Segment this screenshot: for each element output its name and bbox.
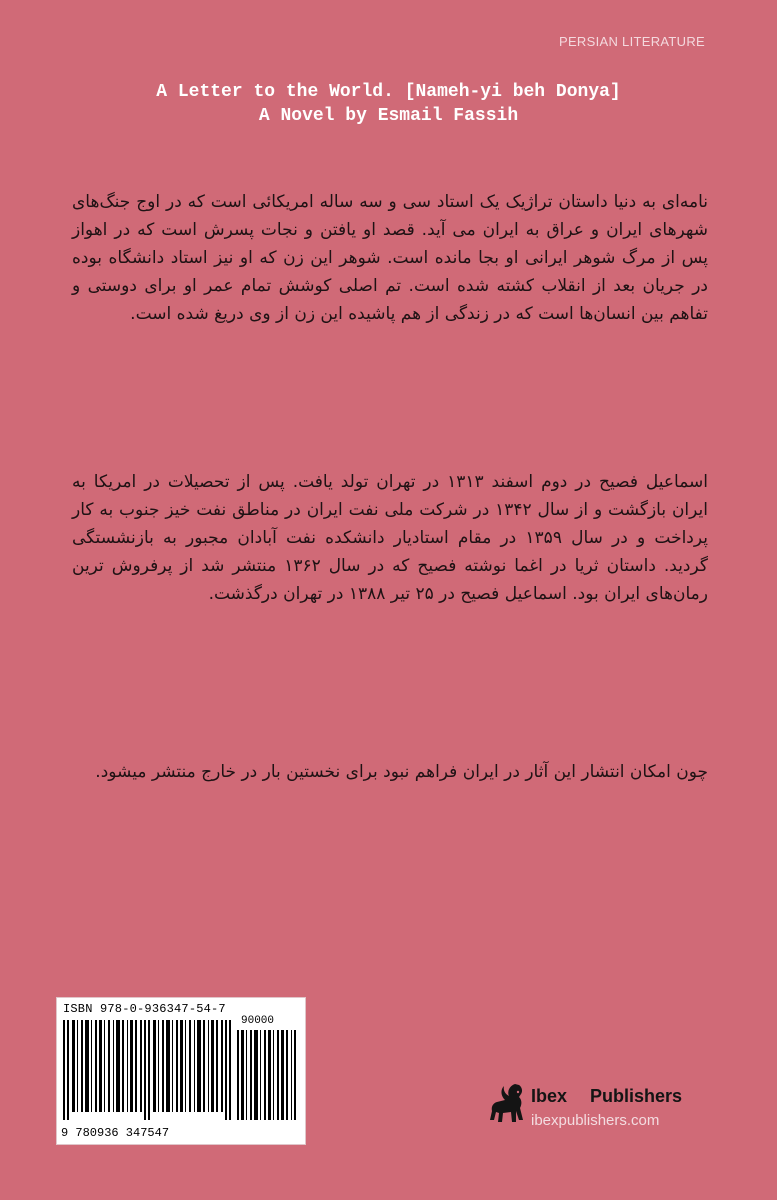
title-block [0, 80, 777, 128]
publisher-url: ibexpublishers.com [531, 1112, 660, 1129]
publisher-logo [485, 1078, 715, 1138]
isbn-barcode [56, 997, 306, 1145]
publication-note-paragraph: چون امکان انتشار این آثار در ایران فراهم نبود برای نخستین بار در خارج منتشر میشود. [95, 762, 708, 782]
book-author-line: A Novel by Esmail Fassih [258, 106, 519, 126]
barcode-addon-bars [237, 1030, 297, 1120]
barcode-bars [63, 1020, 231, 1120]
barcode-digits: 9 780936 347547 [61, 1126, 170, 1140]
ibex-goat-icon [485, 1080, 529, 1128]
synopsis-paragraph: نامه‌ای به دنیا داستان تراژیک یک استاد سی و سه ساله امریکائی است که در اوج جنگ‌های شهرهای ایران و عراق به ایران می آید. قصد او یافتن و نجات پسرش است که در اهواز پس از مرگ شوهر ایرانی او بجا مانده است. شوهر این زن که او نیز استاد دانشگاه بوده در جریان بعد از انقلاب کشته شده است. تم اصلی کوشش تمام عمر او برای دوستی و تفاهم بین انسان‌ها است که در زندگی از هم پاشیده این زن از وی دریغ شده است. [72, 192, 708, 324]
publisher-name: Ibex Publishers [531, 1086, 683, 1106]
isbn-number: ISBN 978-0-936347-54-7 [63, 1002, 226, 1016]
barcode-addon-number: 90000 [241, 1015, 275, 1027]
author-bio-paragraph: اسماعیل فصیح در دوم اسفند ۱۳۱۳ در تهران تولد یافت. پس از تحصیلات در امریکا به ایران بازگشت و از سال ۱۳۴۲ در شرکت ملی نفت ایران در مناطق نفت خیز جنوب به کار پرداخت و در سال ۱۳۵۹ در مقام استادیار دانشکده نفت آبادان مجبور به بازنشستگی گردید. داستان ثریا در اغما نوشته فصیح که در سال ۱۳۶۲ منتشر شد از پرفروش ترین رمان‌های ایران بود. اسماعیل فصیح در ۲۵ تیر ۱۳۸۸ در تهران درگذشت. [72, 472, 709, 604]
book-title: A Letter to the World. [Nameh-yi beh Donya] [156, 82, 621, 102]
genre-label: PERSIAN LITERATURE [558, 34, 705, 49]
